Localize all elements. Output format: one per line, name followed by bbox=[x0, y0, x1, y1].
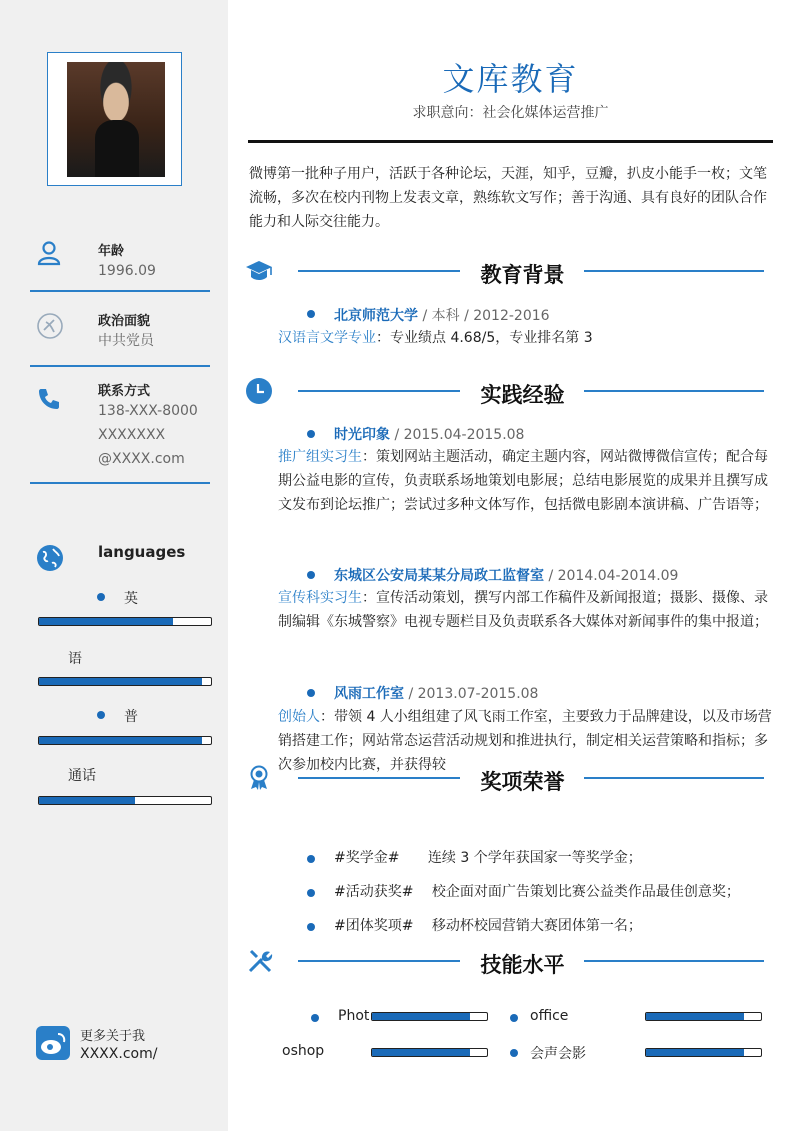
award-text: 校企面对面广告策划比赛公益类作品最佳创意奖； bbox=[431, 884, 740, 900]
award-text: 连续 3 个学年获国家一等奖学金； bbox=[427, 850, 642, 866]
award-tag: #团体奖项# bbox=[334, 918, 414, 934]
award-tag: #活动获奖# bbox=[334, 884, 414, 900]
education-title: 教育背景 bbox=[480, 263, 565, 287]
language-bar-fill bbox=[39, 737, 202, 744]
major: 汉语言文学专业 bbox=[278, 330, 376, 346]
tools-icon bbox=[247, 948, 273, 974]
language-label: 通话 bbox=[68, 768, 96, 784]
award-item bbox=[334, 846, 642, 870]
skill-label: office bbox=[530, 1008, 569, 1024]
education-meta: / 本科 / 2012-2016 bbox=[418, 308, 550, 324]
skill-bar-fill bbox=[646, 1049, 744, 1056]
bullet-dot bbox=[307, 889, 315, 897]
language-label: 普 bbox=[124, 709, 138, 725]
experience-entry-header bbox=[334, 683, 538, 703]
page-title: 文库教育 bbox=[442, 60, 579, 98]
phone-icon bbox=[36, 386, 62, 412]
school-name: 北京师范大学 bbox=[334, 308, 418, 324]
bullet-dot bbox=[307, 571, 315, 579]
award-item bbox=[334, 914, 642, 938]
divider bbox=[30, 482, 210, 484]
education-entry-header bbox=[334, 305, 550, 325]
role: 创始人 bbox=[278, 709, 320, 725]
language-bar bbox=[38, 736, 212, 745]
award-tag: #奖学金# bbox=[334, 850, 400, 866]
experience-meta: / 2013.07-2015.08 bbox=[404, 686, 539, 702]
job-intent: 求职意向：社会化媒体运营推广 bbox=[412, 105, 609, 121]
award-item bbox=[334, 880, 740, 904]
org-name: 东城区公安局某某分局政工监督室 bbox=[334, 568, 544, 584]
experience-desc-text: ：带领 4 人小组组建了风飞雨工作室，主要致力于品牌建设，以及市场营销搭建工作；网站常态运营活动规划和推进执行，制定相关运营策略和指标；多次参加校内比赛，并获得较 bbox=[278, 709, 772, 773]
experience-desc-text: ：宣传活动策划，撰写内部工作稿件及新闻报道；摄影、摄像、录制编辑《东城警察》电视专题栏目及负责联系各大媒体对新闻事件的集中报道； bbox=[278, 590, 768, 630]
more-about-me-url[interactable]: XXXX.com/ bbox=[80, 1046, 158, 1062]
weibo-icon bbox=[36, 1026, 70, 1060]
language-label: 英 bbox=[124, 591, 138, 607]
divider bbox=[30, 290, 210, 292]
education-gpa: ：专业绩点 4.68/5，专业排名第 3 bbox=[376, 330, 593, 346]
person-icon bbox=[36, 240, 62, 266]
politics-value: 中共党员 bbox=[98, 333, 154, 349]
bullet-dot bbox=[97, 593, 105, 601]
globe-icon bbox=[35, 543, 65, 573]
age-label: 年龄 bbox=[98, 244, 125, 259]
bullet-dot bbox=[307, 430, 315, 438]
section-rule bbox=[298, 960, 460, 962]
experience-description bbox=[278, 586, 773, 634]
skill-bar bbox=[371, 1012, 488, 1021]
more-about-me-label: 更多关于我 bbox=[80, 1029, 146, 1044]
politics-label: 政治面貌 bbox=[98, 314, 151, 329]
clock-icon bbox=[245, 377, 273, 405]
bullet-dot bbox=[97, 711, 105, 719]
phone-value: 138-XXX-8000 bbox=[98, 403, 198, 419]
skill-bar bbox=[371, 1048, 488, 1057]
languages-title: languages bbox=[98, 543, 186, 561]
language-label: 语 bbox=[68, 651, 82, 667]
section-rule bbox=[584, 960, 764, 962]
role: 宣传科实习生 bbox=[278, 590, 362, 606]
experience-meta: / 2014.04-2014.09 bbox=[544, 568, 679, 584]
bullet-dot bbox=[307, 855, 315, 863]
skill-bar bbox=[645, 1048, 762, 1057]
experience-desc-text: ：策划网站主题活动，确定主题内容，网站微博微信宣传；配合每期公益电影的宣传，负责联系场地策划电影展；总结电影展览的成果并且撰写成文发布到论坛推广；尝试过多种文体写作，包括微电影剧本演讲稿、广告语等； bbox=[278, 449, 768, 513]
bullet-dot bbox=[311, 1014, 319, 1022]
language-bar-fill bbox=[39, 618, 173, 625]
skill-label: oshop bbox=[282, 1043, 325, 1059]
profile-photo-frame bbox=[47, 52, 182, 186]
section-rule bbox=[584, 270, 764, 272]
award-text: 移动杯校园营销大赛团体第一名； bbox=[431, 918, 642, 934]
education-detail bbox=[278, 326, 773, 350]
intro-text: 微博第一批种子用户，活跃于各种论坛，天涯，知乎，豆瓣，扒皮小能手一枚；文笔流畅，多次在校内刊物上发表文章，熟练软文写作；善于沟通、具有良好的团队合作能力和人际交往能力。 bbox=[249, 166, 767, 230]
graduation-cap-icon bbox=[244, 258, 274, 284]
language-bar bbox=[38, 677, 212, 686]
section-rule bbox=[298, 390, 460, 392]
experience-description bbox=[278, 445, 773, 517]
experience-meta: / 2015.04-2015.08 bbox=[390, 427, 525, 443]
party-emblem-icon bbox=[36, 312, 64, 340]
skill-bar-fill bbox=[372, 1049, 470, 1056]
section-rule bbox=[298, 777, 460, 779]
org-name: 风雨工作室 bbox=[334, 686, 404, 702]
language-bar bbox=[38, 617, 212, 626]
skill-label: Phot bbox=[338, 1008, 370, 1024]
section-rule bbox=[584, 390, 764, 392]
section-rule bbox=[298, 270, 460, 272]
skill-bar bbox=[645, 1012, 762, 1021]
divider bbox=[30, 365, 210, 367]
skills-title: 技能水平 bbox=[480, 953, 565, 977]
experience-entry-header bbox=[334, 424, 524, 444]
bullet-dot bbox=[307, 310, 315, 318]
contact-label: 联系方式 bbox=[98, 384, 151, 399]
language-bar-fill bbox=[39, 678, 202, 685]
bullet-dot bbox=[307, 689, 315, 697]
org-name: 时光印象 bbox=[334, 427, 390, 443]
profile-photo bbox=[67, 62, 165, 177]
bullet-dot bbox=[510, 1049, 518, 1057]
skill-bar-fill bbox=[372, 1013, 470, 1020]
language-bar-fill bbox=[39, 797, 135, 804]
language-bar bbox=[38, 796, 212, 805]
age-value: 1996.09 bbox=[98, 263, 156, 279]
email-value-line2: @XXXX.com bbox=[98, 451, 185, 467]
experience-title: 实践经验 bbox=[480, 383, 565, 407]
skill-label: 会声会影 bbox=[530, 1046, 586, 1062]
bullet-dot bbox=[307, 923, 315, 931]
awards-title: 奖项荣誉 bbox=[480, 770, 565, 794]
role: 推广组实习生 bbox=[278, 449, 362, 465]
bullet-dot bbox=[510, 1014, 518, 1022]
experience-entry-header bbox=[334, 565, 678, 585]
email-value-line1: XXXXXXX bbox=[98, 427, 166, 443]
section-rule bbox=[584, 777, 764, 779]
header-rule bbox=[248, 140, 773, 143]
award-ribbon-icon bbox=[247, 765, 271, 791]
skill-bar-fill bbox=[646, 1013, 744, 1020]
